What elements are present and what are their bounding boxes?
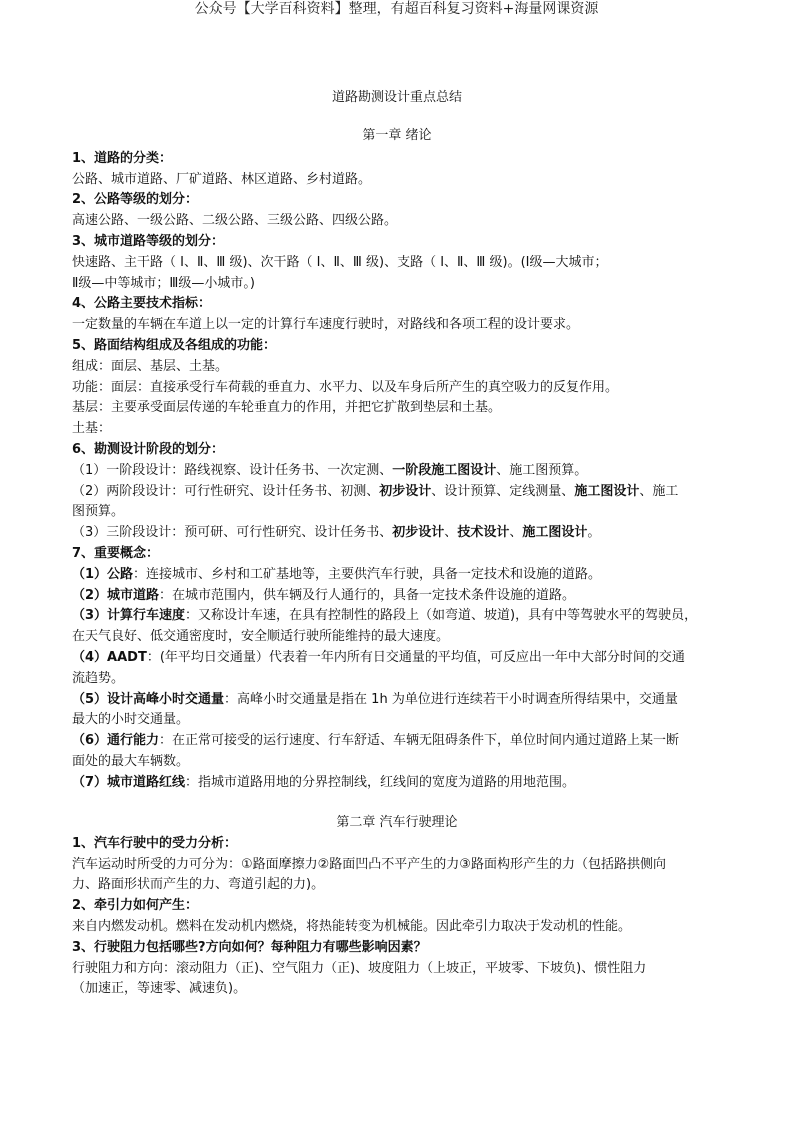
design-stage-2 [72,482,732,503]
concept-term: （6）通行能力 [72,733,160,749]
concept-cont: 在天气良好、低交通密度时，安全顺适行驶所能维持的最大速度。 [72,629,450,645]
concept-term: （5）设计高峰小时交通量 [72,691,225,707]
concept-item [72,690,732,711]
concept-def: ：(年平均日交通量）代表着一年内所有日交通量的平均值，可反应出一年中大部分时间的交通 [146,649,685,665]
section-heading: 3、行驶阻力包括哪些?方向如何？每种阻力有哪些影响因素？ [72,939,427,955]
chapter-2-heading: 第二章 汽车行驶理论 [336,815,458,830]
section-heading: 6、勘测设计阶段的划分： [72,441,225,457]
section-heading: 4、公路主要技术指标： [72,296,212,312]
section-heading: 5、路面结构组成及各组成的功能： [72,337,277,353]
section-heading: 2、公路等级的划分： [72,192,199,208]
bold-term: 技术设计 [457,525,510,541]
bold-term: 初步设计 [379,483,432,499]
section-text: 功能：面层：直接承受行车荷载的垂直力、水平力、以及车身后所产生的真空吸力的反复作用。 [72,379,619,395]
concept-item [72,731,732,752]
concept-def: ：指城市道路用地的分界控制线，红线间的宽度为道路的用地范围。 [185,774,576,790]
concept-def: ：在正常可接受的运行速度、行车舒适、车辆无阻碍条件下，单位时间内通过道路上某一断 [159,733,680,749]
concept-term: （1）公路 [72,566,134,582]
text: （3）三阶段设计：预可研、可行性研究、设计任务书、 [72,525,393,541]
watermark-header: 公众号【大学百科资料】整理，有超百科复习资料+海量网课资源 [194,1,599,17]
section-text: 行驶阻力和方向：滚动阻力（正)、空气阻力（正)、坡度阻力（上坡正，平坡零、下坡负)、惯性阻力 [72,960,647,976]
document-title: 道路勘测设计重点总结 [331,90,462,105]
concept-def: ：又称设计车速，在具有控制性的路段上（如弯道、坡道)，具有中等驾驶水平的驾驶员， [185,608,698,624]
concept-def: ：在城市范围内，供车辆及行人通行的，具备一定技术条件设施的道路。 [159,587,576,603]
design-stage-3 [72,523,732,544]
concept-cont: 最大的小时交通量。 [72,712,190,728]
bold-term: 施工图设计 [574,483,640,499]
section-text: 来自内燃发动机。燃料在发动机内燃烧，将热能转变为机械能。因此牵引力取决于发动机的性能。 [72,918,632,934]
concept-term: （4）AADT [72,649,147,665]
concept-item [72,565,732,586]
section-heading: 2、牵引力如何产生： [72,898,199,914]
concept-def: ：连接城市、乡村和工矿基地等，主要供汽车行驶，具备一定技术和设施的道路。 [133,566,602,582]
section-heading: 3、城市道路等级的划分： [72,233,225,249]
section-text: 快速路、主干路（ Ⅰ、Ⅱ、Ⅲ 级)、次干路（ Ⅰ、Ⅱ、Ⅲ 级)、支路（ Ⅰ、Ⅱ、Ⅲ 级)。(Ⅰ级—大城市； [72,254,608,270]
section-text: 公路、城市道路、厂矿道路、林区道路、乡村道路。 [72,171,372,187]
section-heading: 1、道路的分类： [72,150,173,166]
design-stage-1 [72,461,732,482]
section-heading: 7、重要概念： [72,545,160,561]
concept-def: ：高峰小时交通量是指在 1h 为单位进行连续若干小时调查所得结果中，交通量 [224,691,678,707]
bold-term: 施工图设计 [522,525,588,541]
section-heading: 1、汽车行驶中的受力分析： [72,835,238,851]
section-text: 汽车运动时所受的力可分为：①路面摩擦力②路面凹凸不平产生的力③路面构形产生的力（包括路拱侧向 [72,856,666,872]
chapter-2 [72,813,732,1000]
section-text: 一定数量的车辆在车道上以一定的计算行车速度行驶时，对路线和各项工程的设计要求。 [72,317,580,333]
concept-term: （2）城市道路 [72,587,160,603]
section-text: 高速公路、一级公路、二级公路、三级公路、四级公路。 [72,213,398,229]
section-text: 基层：主要承受面层传递的车轮垂直力的作用，并把它扩散到垫层和土基。 [72,400,502,416]
section-text: Ⅱ级—中等城市；Ⅲ级—小城市。) [72,275,255,291]
section-text: （加速正，等速零、减速负)。 [72,981,247,997]
concept-item [72,606,732,627]
text: 。 [587,525,601,541]
text: （2）两阶段设计：可行性研究、设计任务书、初测、 [72,483,380,499]
concept-term: （3）计算行车速度 [72,608,186,624]
chapter-1-heading: 第一章 绪论 [362,128,432,143]
bold-term: 初步设计 [392,525,445,541]
section-text: 力、路面形状而产生的力、弯道引起的力)。 [72,877,325,893]
concept-cont: 流趋势。 [72,670,125,686]
text: 、施工图预算。 [496,462,588,478]
concept-cont: 面处的最大车辆数。 [72,753,190,769]
section-text: 土基： [72,421,112,437]
chapter-1 [72,128,732,794]
text: 、 [444,525,458,541]
text: 、 [509,525,523,541]
concept-item [72,586,732,607]
text: 、设计预算、定线测量、 [431,483,575,499]
text: 、施工 [639,483,679,499]
bold-term: 一阶段施工图设计 [392,462,497,478]
section-text: 组成：面层、基层、土基。 [72,358,229,374]
concept-item [72,648,732,669]
concept-term: （7）城市道路红线 [72,774,186,790]
concept-item [72,773,732,794]
design-stage-2-cont: 图预算。 [72,504,125,520]
text: （1）一阶段设计：路线视察、设计任务书、一次定测、 [72,462,393,478]
